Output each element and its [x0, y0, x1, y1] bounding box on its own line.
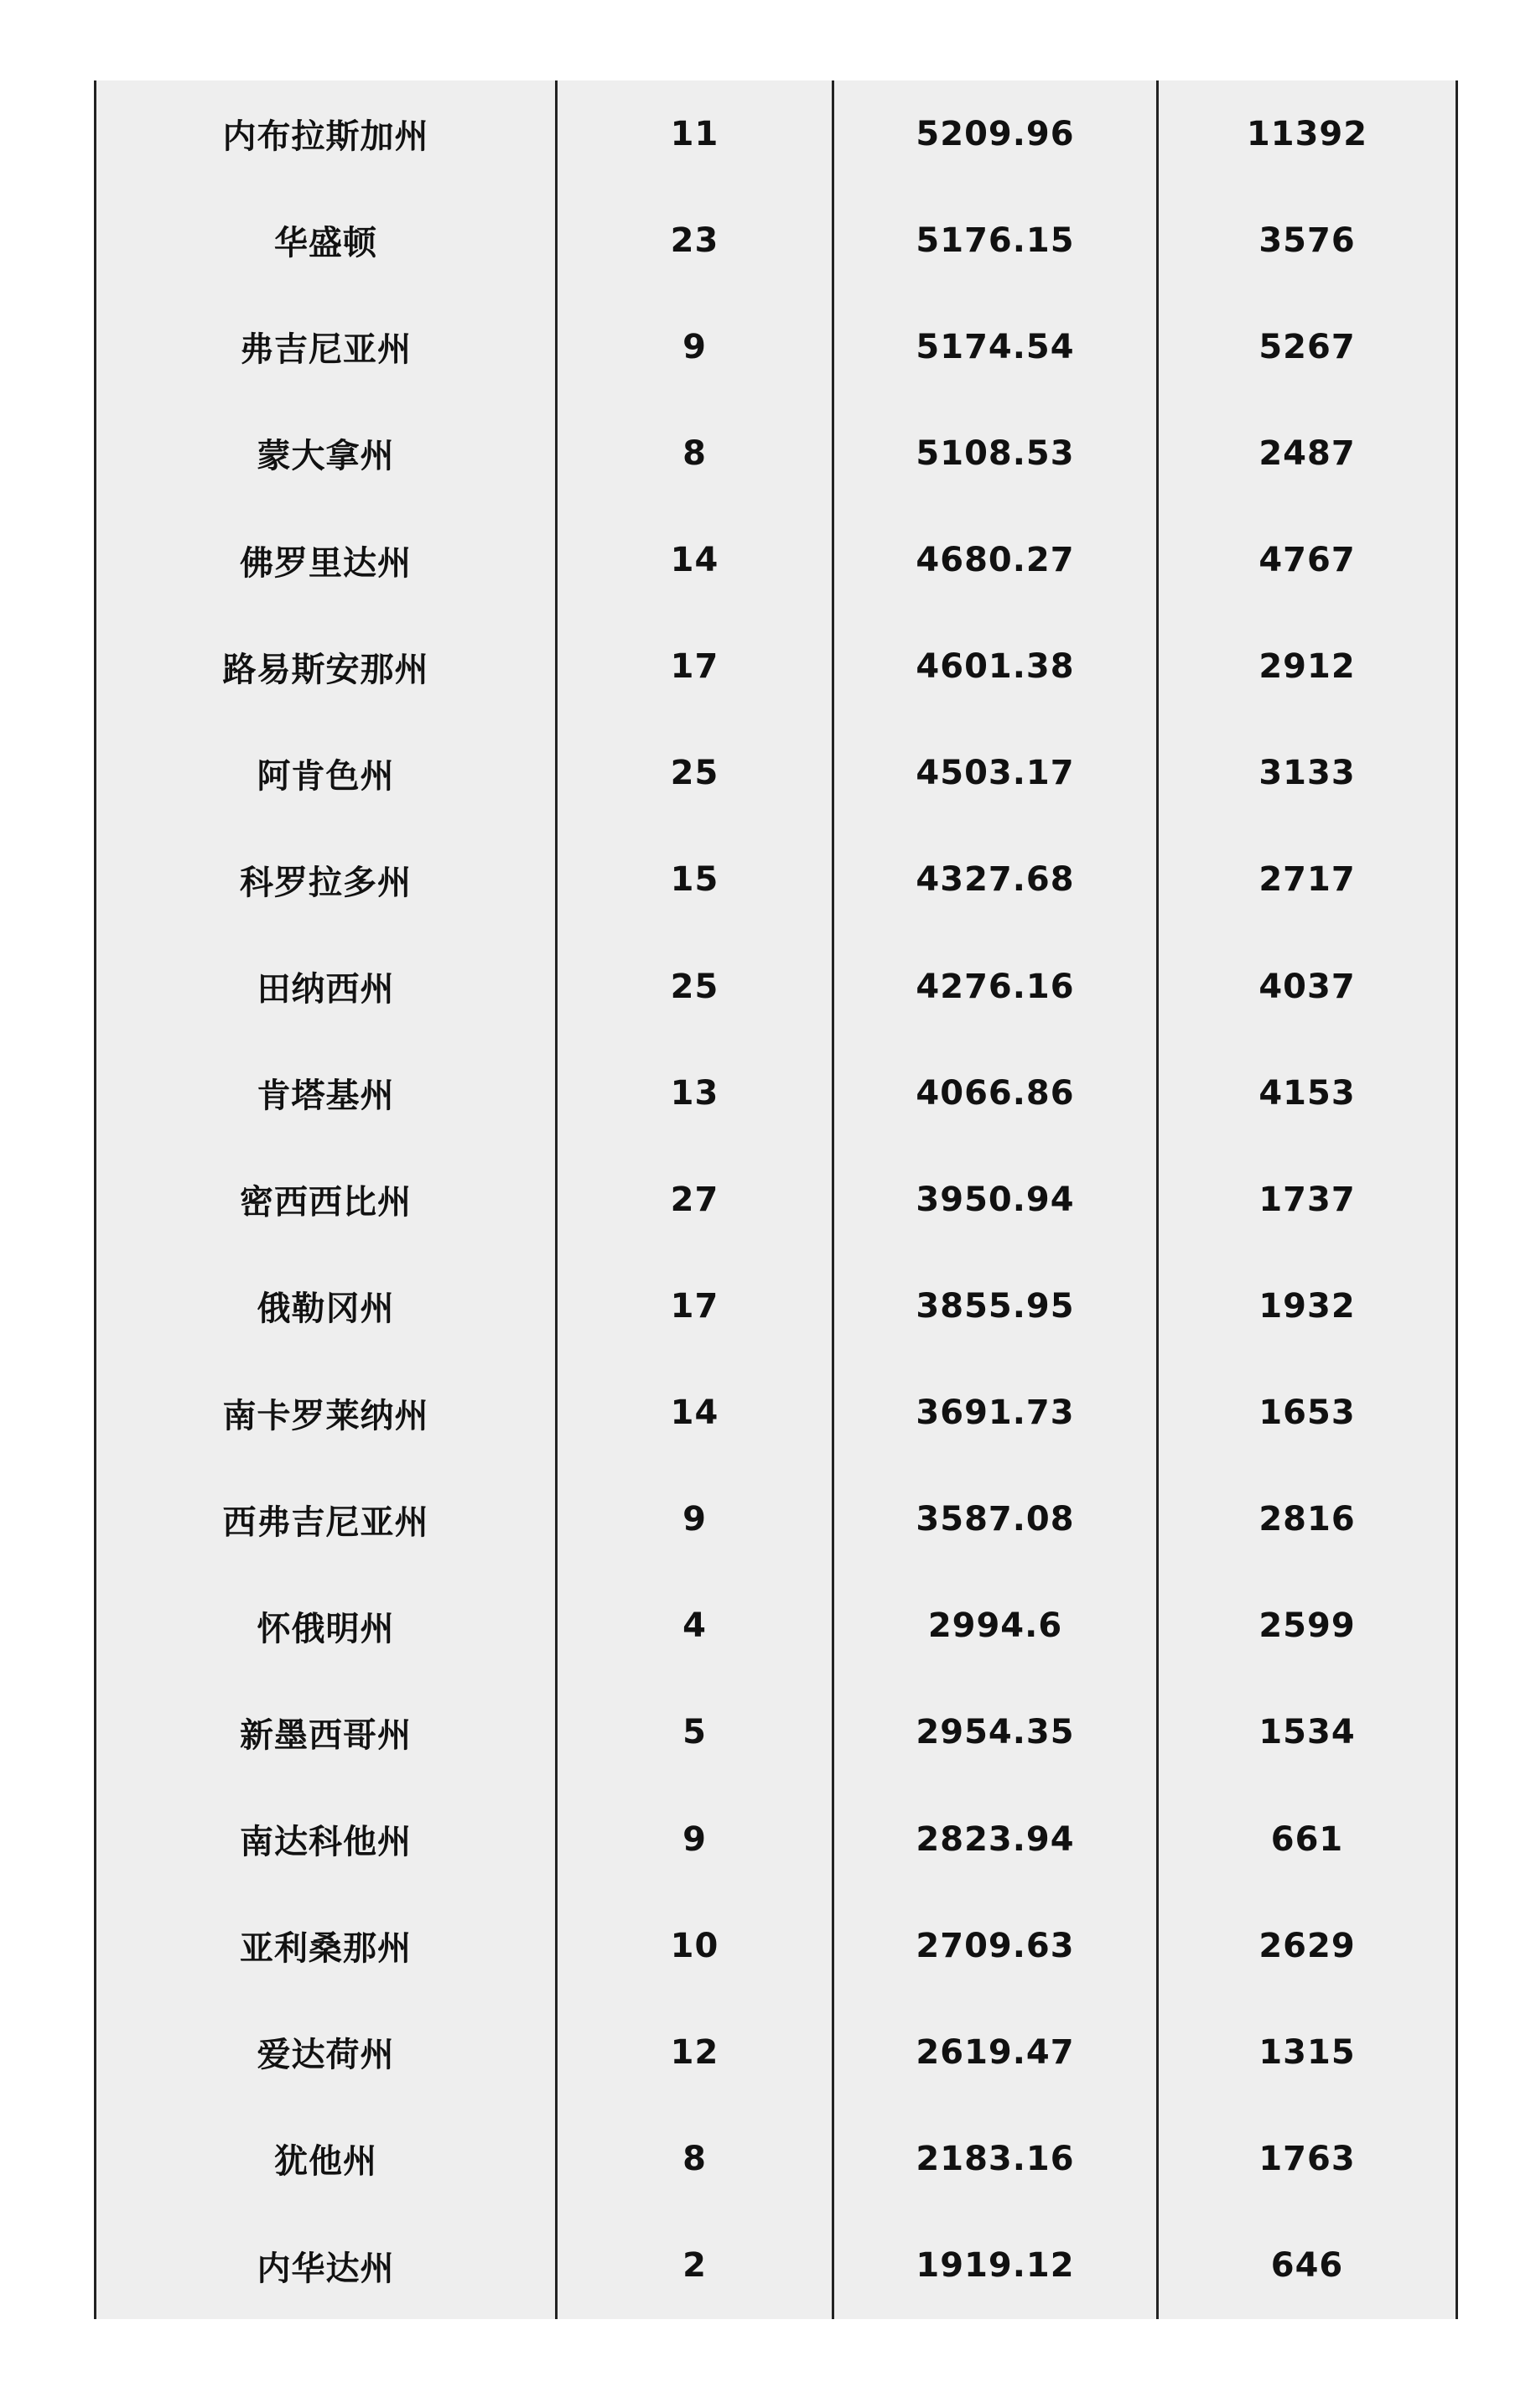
data-table-container: [94, 80, 1456, 2319]
count-text: 12: [670, 2032, 719, 2072]
count-text: 17: [670, 647, 719, 687]
amount-cell: [1158, 933, 1457, 1040]
value-text: 4680.27: [916, 541, 1075, 580]
state-name-cell: [96, 1146, 557, 1253]
table-row: [96, 1146, 1457, 1253]
count-cell: [557, 80, 833, 187]
state-name-cell: [96, 720, 557, 827]
value-text: 2954.35: [916, 1713, 1075, 1752]
state-name-text: 南达科他州: [240, 1823, 412, 1862]
state-name-cell: [96, 2213, 557, 2319]
amount-cell: [1158, 2105, 1457, 2212]
value-cell: [833, 1040, 1158, 1146]
state-name-text: 西弗吉尼亚州: [222, 1502, 429, 1542]
value-cell: [833, 827, 1158, 933]
amount-text: 3133: [1258, 754, 1356, 793]
count-cell: [557, 1892, 833, 1999]
count-text: 25: [670, 967, 719, 1006]
state-name-text: 密西西比州: [240, 1183, 412, 1222]
table-row: [96, 1892, 1457, 1999]
count-text: 14: [670, 541, 719, 580]
table-row: [96, 2105, 1457, 2212]
value-cell: [833, 507, 1158, 614]
state-name-cell: [96, 80, 557, 187]
amount-text: 2816: [1258, 1500, 1356, 1539]
count-cell: [557, 720, 833, 827]
value-cell: [833, 1360, 1158, 1466]
state-name-text: 怀俄明州: [257, 1609, 395, 1648]
table-row: [96, 1999, 1457, 2105]
amount-cell: [1158, 293, 1457, 400]
value-cell: [833, 1679, 1158, 1786]
count-text: 10: [670, 1926, 719, 1965]
state-name-cell: [96, 187, 557, 293]
count-text: 15: [670, 860, 719, 900]
state-name-cell: [96, 614, 557, 720]
value-text: 4503.17: [916, 754, 1075, 793]
amount-cell: [1158, 1040, 1457, 1146]
count-cell: [557, 1999, 833, 2105]
table-row: [96, 1786, 1457, 1892]
state-name-text: 内布拉斯加州: [222, 117, 429, 157]
state-name-cell: [96, 1253, 557, 1359]
amount-text: 661: [1270, 1819, 1344, 1859]
value-cell: [833, 1573, 1158, 1679]
amount-text: 1653: [1258, 1393, 1356, 1433]
table-row: [96, 1466, 1457, 1573]
state-name-text: 蒙大拿州: [257, 437, 395, 476]
state-name-text: 佛罗里达州: [240, 543, 412, 583]
count-cell: [557, 614, 833, 720]
value-cell: [833, 1786, 1158, 1892]
count-text: 13: [670, 1073, 719, 1113]
value-text: 4066.86: [916, 1073, 1075, 1113]
value-text: 5209.96: [916, 114, 1075, 153]
count-cell: [557, 1040, 833, 1146]
amount-text: 2487: [1258, 433, 1356, 473]
count-text: 5: [682, 1713, 707, 1752]
value-text: 2619.47: [916, 2032, 1075, 2072]
amount-text: 4037: [1258, 967, 1356, 1006]
state-name-text: 阿肯色州: [257, 756, 395, 796]
value-text: 2183.16: [916, 2139, 1075, 2178]
state-name-cell: [96, 400, 557, 506]
amount-text: 1932: [1258, 1286, 1356, 1326]
value-text: 3691.73: [916, 1393, 1075, 1433]
value-cell: [833, 1146, 1158, 1253]
amount-cell: [1158, 720, 1457, 827]
count-cell: [557, 933, 833, 1040]
count-text: 9: [682, 327, 707, 366]
value-cell: [833, 1253, 1158, 1359]
table-row: [96, 1040, 1457, 1146]
table-row: [96, 2213, 1457, 2319]
count-cell: [557, 293, 833, 400]
table-row: [96, 933, 1457, 1040]
amount-text: 3576: [1258, 221, 1356, 260]
state-name-cell: [96, 507, 557, 614]
value-cell: [833, 1466, 1158, 1573]
state-name-cell: [96, 1786, 557, 1892]
state-name-text: 爱达荷州: [257, 2036, 395, 2075]
count-text: 8: [682, 433, 707, 473]
amount-cell: [1158, 1573, 1457, 1679]
amount-text: 646: [1270, 2246, 1344, 2286]
value-text: 5108.53: [916, 433, 1075, 473]
amount-text: 4767: [1258, 541, 1356, 580]
amount-text: 11392: [1246, 114, 1368, 153]
count-cell: [557, 400, 833, 506]
count-cell: [557, 1466, 833, 1573]
value-text: 3855.95: [916, 1286, 1075, 1326]
amount-cell: [1158, 1892, 1457, 1999]
count-cell: [557, 187, 833, 293]
table-row: [96, 614, 1457, 720]
state-name-text: 路易斯安那州: [222, 650, 429, 689]
table-row: [96, 187, 1457, 293]
amount-text: 2629: [1258, 1926, 1356, 1965]
amount-cell: [1158, 1360, 1457, 1466]
amount-cell: [1158, 400, 1457, 506]
value-cell: [833, 187, 1158, 293]
value-cell: [833, 2105, 1158, 2212]
amount-cell: [1158, 827, 1457, 933]
state-name-cell: [96, 1040, 557, 1146]
value-text: 2709.63: [916, 1926, 1075, 1965]
table-row: [96, 720, 1457, 827]
state-name-text: 犹他州: [274, 2142, 377, 2182]
count-text: 9: [682, 1819, 707, 1859]
state-name-text: 俄勒冈州: [257, 1290, 395, 1329]
amount-cell: [1158, 1786, 1457, 1892]
state-name-text: 弗吉尼亚州: [240, 330, 412, 370]
amount-text: 4153: [1258, 1073, 1356, 1113]
state-name-cell: [96, 933, 557, 1040]
count-text: 23: [670, 221, 719, 260]
value-cell: [833, 293, 1158, 400]
value-text: 5174.54: [916, 327, 1075, 366]
state-name-text: 内华达州: [257, 2249, 395, 2288]
value-text: 3950.94: [916, 1180, 1075, 1219]
count-text: 27: [670, 1180, 719, 1219]
amount-text: 2599: [1258, 1606, 1356, 1646]
count-cell: [557, 1360, 833, 1466]
amount-cell: [1158, 80, 1457, 187]
count-cell: [557, 1573, 833, 1679]
amount-text: 1763: [1258, 2139, 1356, 2178]
state-name-text: 科罗拉多州: [240, 863, 412, 902]
count-cell: [557, 2213, 833, 2319]
amount-text: 2912: [1258, 647, 1356, 687]
state-name-text: 华盛顿: [274, 224, 377, 263]
amount-cell: [1158, 1253, 1457, 1359]
table-row: [96, 1253, 1457, 1359]
state-name-cell: [96, 1679, 557, 1786]
table-body: [96, 80, 1457, 2319]
table-row: [96, 80, 1457, 187]
state-name-text: 南卡罗莱纳州: [222, 1396, 429, 1435]
count-cell: [557, 507, 833, 614]
amount-text: 1534: [1258, 1713, 1356, 1752]
state-name-cell: [96, 293, 557, 400]
amount-text: 1737: [1258, 1180, 1356, 1219]
value-text: 4327.68: [916, 860, 1075, 900]
value-text: 2823.94: [916, 1819, 1075, 1859]
count-cell: [557, 1679, 833, 1786]
amount-text: 1315: [1258, 2032, 1356, 2072]
amount-cell: [1158, 614, 1457, 720]
state-name-cell: [96, 2105, 557, 2212]
value-cell: [833, 933, 1158, 1040]
state-name-cell: [96, 827, 557, 933]
count-cell: [557, 827, 833, 933]
state-name-cell: [96, 1892, 557, 1999]
amount-text: 2717: [1258, 860, 1356, 900]
table-row: [96, 1679, 1457, 1786]
count-text: 8: [682, 2139, 707, 2178]
value-text: 3587.08: [916, 1500, 1075, 1539]
count-text: 2: [682, 2246, 707, 2286]
table-row: [96, 1573, 1457, 1679]
value-cell: [833, 2213, 1158, 2319]
count-text: 4: [682, 1606, 707, 1646]
state-name-cell: [96, 1360, 557, 1466]
count-cell: [557, 1786, 833, 1892]
count-text: 9: [682, 1500, 707, 1539]
value-text: 1919.12: [916, 2246, 1075, 2286]
value-cell: [833, 1892, 1158, 1999]
state-name-cell: [96, 1573, 557, 1679]
value-text: 5176.15: [916, 221, 1075, 260]
state-name-text: 田纳西州: [257, 970, 395, 1009]
amount-cell: [1158, 187, 1457, 293]
count-text: 17: [670, 1286, 719, 1326]
state-name-cell: [96, 1999, 557, 2105]
table-row: [96, 507, 1457, 614]
value-text: 2994.6: [927, 1606, 1063, 1646]
table-row: [96, 400, 1457, 506]
count-cell: [557, 1253, 833, 1359]
state-name-text: 亚利桑那州: [240, 1929, 412, 1969]
value-cell: [833, 614, 1158, 720]
amount-cell: [1158, 2213, 1457, 2319]
amount-cell: [1158, 1999, 1457, 2105]
value-text: 4601.38: [916, 647, 1075, 687]
count-text: 14: [670, 1393, 719, 1433]
count-text: 11: [670, 114, 719, 153]
state-name-text: 新墨西哥州: [240, 1715, 412, 1755]
value-cell: [833, 400, 1158, 506]
amount-cell: [1158, 1466, 1457, 1573]
value-cell: [833, 720, 1158, 827]
value-cell: [833, 80, 1158, 187]
table-row: [96, 827, 1457, 933]
count-text: 25: [670, 754, 719, 793]
amount-cell: [1158, 1679, 1457, 1786]
value-cell: [833, 1999, 1158, 2105]
value-text: 4276.16: [916, 967, 1075, 1006]
table-row: [96, 293, 1457, 400]
count-cell: [557, 2105, 833, 2212]
amount-cell: [1158, 507, 1457, 614]
state-name-cell: [96, 1466, 557, 1573]
table-row: [96, 1360, 1457, 1466]
count-cell: [557, 1146, 833, 1253]
amount-cell: [1158, 1146, 1457, 1253]
data-table: [94, 80, 1458, 2319]
state-name-text: 肯塔基州: [257, 1077, 395, 1116]
amount-text: 5267: [1258, 327, 1356, 366]
